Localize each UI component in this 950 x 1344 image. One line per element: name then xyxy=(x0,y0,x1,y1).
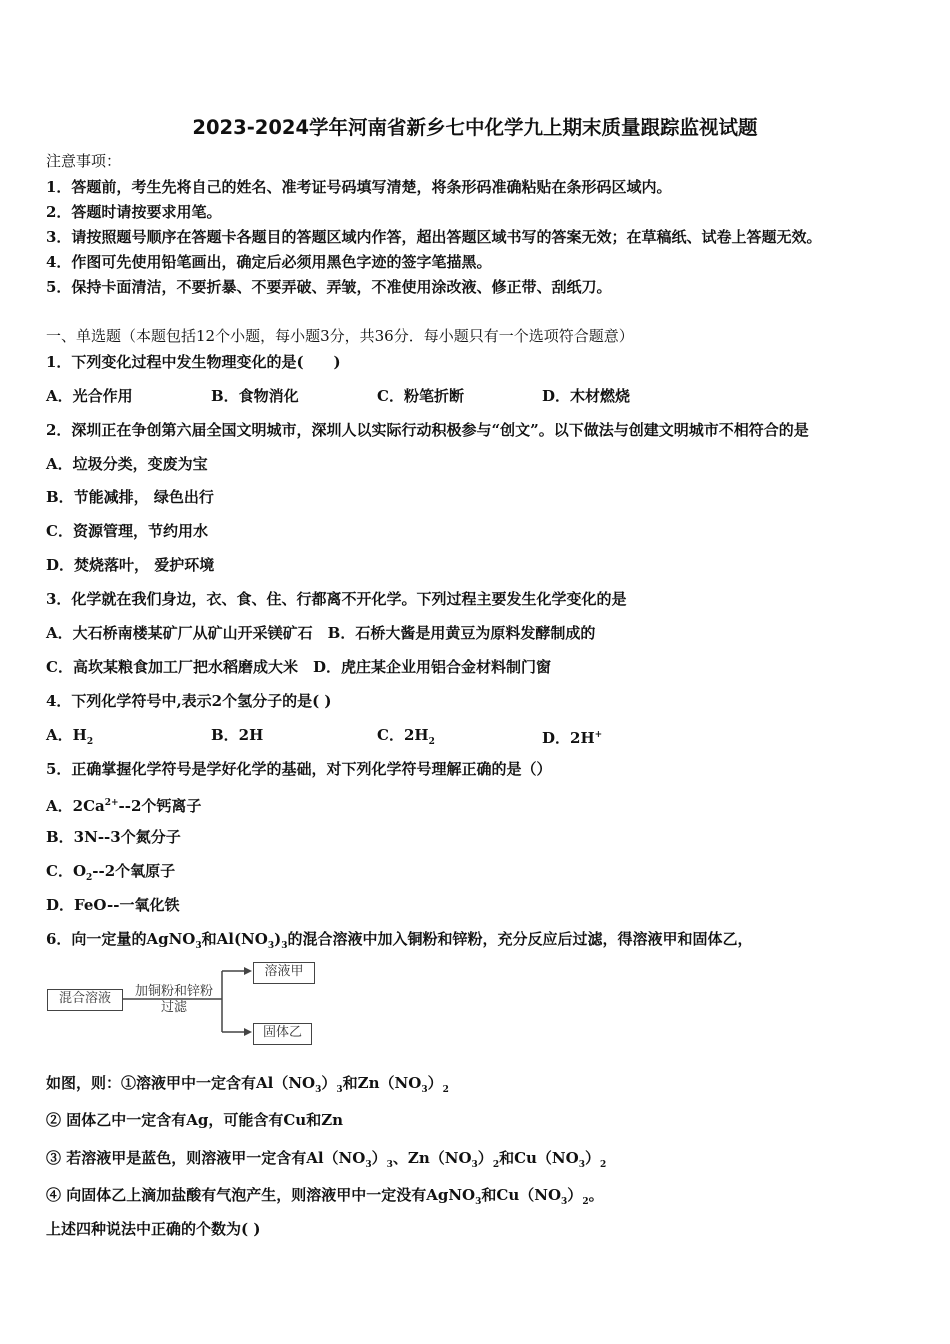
statement-1: 如图，则：①溶液甲中一定含有$Al(NO_3)_3$和$Zn(NO_3)_2$ xyxy=(46,1074,449,1095)
filter-label: 过滤 xyxy=(160,1000,187,1015)
question-stem: 4．下列化学符号中,表示2个氢分子的是( ) xyxy=(46,692,332,710)
option-a: A．$H_2$ xyxy=(46,726,94,747)
notice-item: 3．请按照题号顺序在答题卡各题目的答题区域内作答，超出答题区域书写的答案无效；在草稿纸、试卷上答题无效。 xyxy=(46,228,822,246)
option-c: C．$2H_2$ xyxy=(377,726,435,747)
option-d: D．2H+ xyxy=(542,729,603,747)
notice-heading: 注意事项： xyxy=(46,152,122,170)
question-stem: 3．化学就在我们身边，衣、食、住、行都离不开化学。下列过程主要发生化学变化的是 xyxy=(46,590,627,608)
question-ask: 上述四种说法中正确的个数为( ) xyxy=(46,1220,261,1238)
options-ab: A．大石桥南楼某矿厂从矿山开采镁矿石 B．石桥大酱是用黄豆为原料发酵制成的 xyxy=(46,624,596,642)
notice-item: 5．保持卡面清洁，不要折暴、不要弄破、弄皱，不准使用涂改液、修正带、刮纸刀。 xyxy=(46,278,612,296)
option-b: B．节能减排， 绿色出行 xyxy=(46,488,214,506)
option-b: B．3N--3个氮分子 xyxy=(46,828,181,846)
solid-b-box: 固体乙 xyxy=(253,1023,312,1045)
reagent-label: 加铜粉和锌粉 xyxy=(134,984,213,999)
section-heading: 一、单选题（本题包括12个小题，每小题3分，共36分．每小题只有一个选项符合题意） xyxy=(46,327,634,345)
notice-item: 1．答题前，考生先将自己的姓名、准考证号码填写清楚，将条形码准确粘贴在条形码区域内。 xyxy=(46,178,672,196)
option-c: C．粉笔折断 xyxy=(377,387,464,405)
option-d: D．FeO--一氧化铁 xyxy=(46,896,180,914)
option-d: D．焚烧落叶， 爱护环境 xyxy=(46,556,215,574)
option-b: B．食物消化 xyxy=(211,387,299,405)
option-a: A．$2Ca^{2+}--2$个钙离子 xyxy=(46,797,202,815)
page-title: 2023-2024学年河南省新乡七中化学九上期末质量跟踪监视试题 xyxy=(192,116,758,139)
option-c: C．$O_2--2$个氧原子 xyxy=(46,862,176,883)
options-cd: C．高坎某粮食加工厂把水稻磨成大米 D．虎庄某企业用铝合金材料制门窗 xyxy=(46,658,551,676)
solution-a-box: 溶液甲 xyxy=(253,962,315,984)
option-b: B．2H xyxy=(211,726,264,744)
option-d: D．木材燃烧 xyxy=(542,387,631,405)
question-stem: 2．深圳正在争创第六届全国文明城市，深圳人以实际行动积极参与“创文”。以下做法与创建文明城市不相符合的是 xyxy=(46,421,809,439)
notice-item: 4．作图可先使用铅笔画出，确定后必须用黑色字迹的签字笔描黑。 xyxy=(46,253,492,271)
statement-4: ④ 向固体乙上滴加盐酸有气泡产生，则溶液甲中一定没有AgNO$_3$和$Cu(NO_3)_2$。 xyxy=(46,1186,604,1207)
question-stem: 1．下列变化过程中发生物理变化的是( ) xyxy=(46,353,341,371)
option-a: A．光合作用 xyxy=(46,387,133,405)
question-stem: 6．向一定量的AgNO$_3$和$Al(NO_3)_3$的混合溶液中加入铜粉和锌粉，充分反应后过滤，得溶液甲和固体乙， xyxy=(46,930,753,951)
statement-2: ② 固体乙中一定含有Ag，可能含有Cu和Zn xyxy=(46,1111,344,1129)
question-stem: 5．正确掌握化学符号是学好化学的基础，对下列化学符号理解正确的是（） xyxy=(46,760,552,778)
option-a: A．垃圾分类，变废为宝 xyxy=(46,455,208,473)
notice-item: 2．答题时请按要求用笔。 xyxy=(46,203,222,221)
statement-3: ③ 若溶液甲是蓝色，则溶液甲一定含有$Al(NO_3)_3$、$Zn(NO_3)_2$和$Cu(NO_3)_2$ xyxy=(46,1149,607,1170)
mixed-solution-box: 混合溶液 xyxy=(47,989,123,1011)
option-c: C．资源管理，节约用水 xyxy=(46,522,208,540)
